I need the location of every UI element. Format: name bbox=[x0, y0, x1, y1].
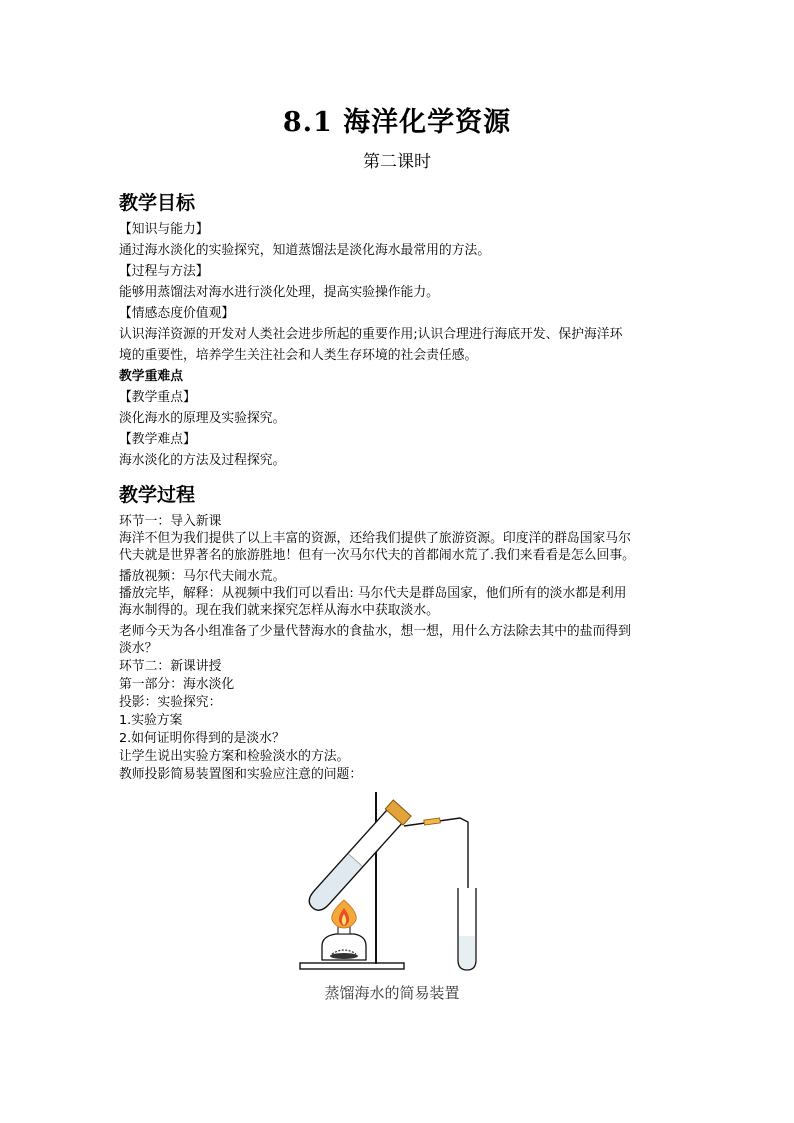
emotion-label: 【情感态度价值观】 bbox=[119, 306, 235, 321]
process-method-text: 能够用蒸馏法对海水进行淡化处理，提高实验操作能力。 bbox=[119, 285, 439, 300]
process-line: 投影：实验探究： bbox=[119, 695, 222, 710]
process-line: 教师投影简易装置图和实验应注意的问题： bbox=[119, 767, 363, 782]
difficult-point-text: 海水淡化的方法及过程探究。 bbox=[119, 453, 286, 468]
receiving-test-tube bbox=[458, 888, 476, 970]
difficult-point-label: 【教学难点】 bbox=[119, 432, 196, 447]
section-heading-process: 教学过程 bbox=[119, 484, 196, 506]
key-points-heading: 教学重难点 bbox=[119, 369, 183, 384]
process-line: 淡水？ bbox=[119, 641, 158, 656]
emotion-text-line-1: 认识海洋资源的开发对人类社会进步所起的重要作用;认识合理进行海底开发、保护海洋环 bbox=[119, 327, 623, 342]
process-line: 海洋不但为我们提供了以上丰富的资源，还给我们提供了旅游资源。印度洋的群岛国家马尔 bbox=[119, 531, 631, 546]
page-subtitle: 第二课时 bbox=[363, 152, 431, 172]
process-line: 让学生说出实验方案和检验淡水的方法。 bbox=[119, 749, 350, 764]
page-title: 8.1 海洋化学资源 bbox=[282, 107, 512, 138]
key-point-label: 【教学重点】 bbox=[119, 390, 196, 405]
stand-base bbox=[300, 963, 404, 969]
knowledge-label: 【知识与能力】 bbox=[119, 222, 209, 237]
test-tube-with-seawater bbox=[304, 800, 411, 916]
process-line: 1.实验方案 bbox=[119, 713, 183, 728]
process-line: 播放完毕，解释：从视频中我们可以看出: 马尔代夫是群岛国家，他们所有的淡水都是利用 bbox=[119, 586, 627, 601]
alcohol-lamp bbox=[322, 926, 366, 960]
figure-caption: 蒸馏海水的简易装置 bbox=[324, 984, 460, 1002]
distillation-apparatus-diagram bbox=[292, 788, 492, 978]
section-heading-goals: 教学目标 bbox=[119, 192, 196, 214]
process-line: 环节一：导入新课 bbox=[119, 514, 222, 529]
process-line: 播放视频：马尔代夫闹水荒。 bbox=[119, 569, 286, 584]
process-line: 第一部分：海水淡化 bbox=[119, 677, 235, 692]
process-line: 环节二：新课讲授 bbox=[119, 659, 222, 674]
process-line: 代夫就是世界著名的旅游胜地！但有一次马尔代夫的首都闹水荒了.我们来看看是怎么回事。 bbox=[119, 548, 635, 563]
process-method-label: 【过程与方法】 bbox=[119, 264, 209, 279]
key-point-text: 淡化海水的原理及实验探究。 bbox=[119, 411, 286, 426]
emotion-text-line-2: 境的重要性，培养学生关注社会和人类生存环境的社会责任感。 bbox=[119, 348, 478, 363]
flame-icon bbox=[332, 900, 357, 928]
rubber-connector bbox=[424, 818, 441, 825]
knowledge-text: 通过海水淡化的实验探究，知道蒸馏法是淡化海水最常用的方法。 bbox=[119, 243, 491, 258]
process-line: 海水制得的。现在我们就来探究怎样从海水中获取淡水。 bbox=[119, 603, 439, 618]
process-line: 老师今天为各小组准备了少量代替海水的食盐水，想一想，用什么方法除去其中的盐而得到 bbox=[119, 624, 631, 639]
process-line: 2.如何证明你得到的是淡水？ bbox=[119, 731, 285, 746]
